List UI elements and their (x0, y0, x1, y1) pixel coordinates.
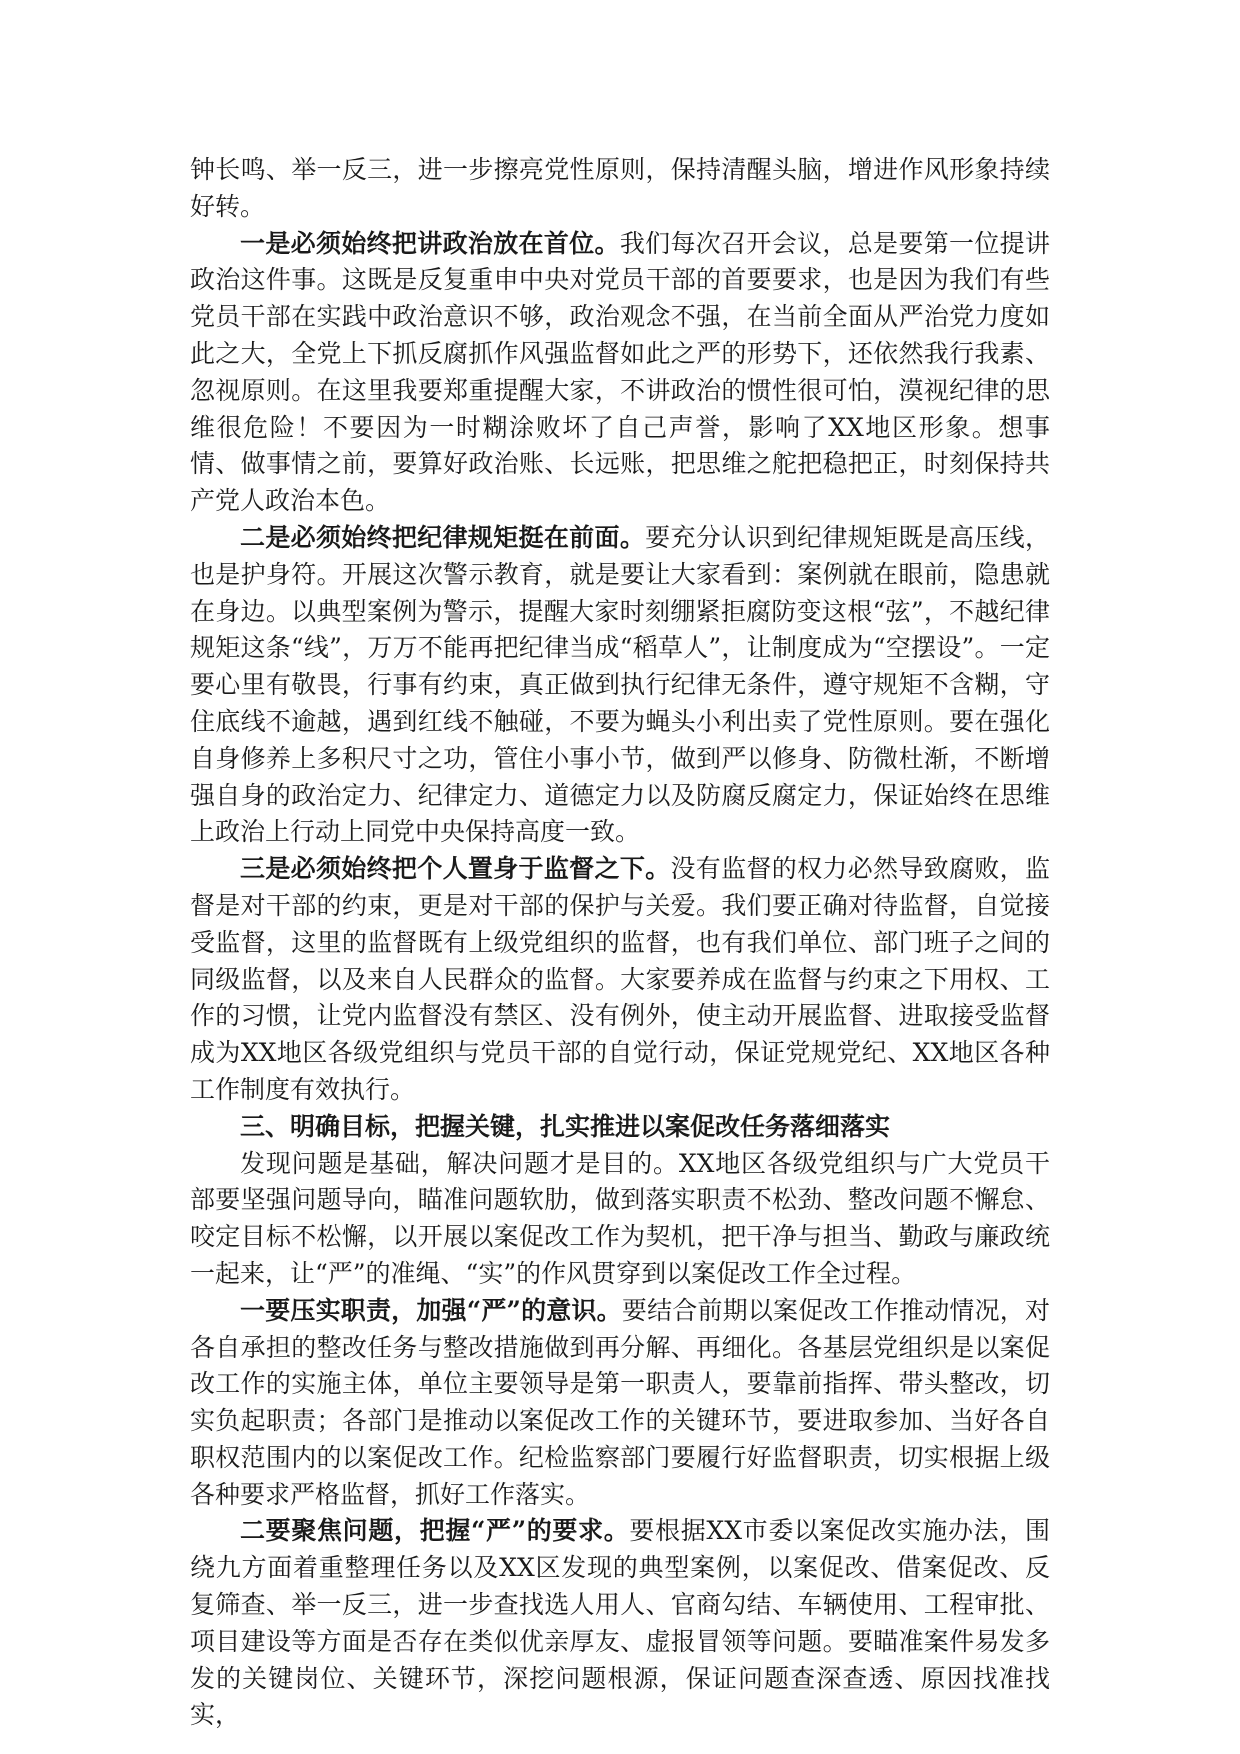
paragraph-text: 没有监督的权力必然导致腐败，监督是对干部的约束，更是对干部的保护与关爱。我们要正确对待监督，自觉接受监督，这里的监督既有上级党组织的监督，也有我们单位、部门班子之间的同级监督，以及来自人民群众的监督。大家要养成在监督与约束之下用权、工作的习惯，让党内监督没有禁区、没有例外，使主动开展监督、进取接受监督成为XX地区各级党组织与党员干部的自觉行动，保证党规党纪、XX地区各种工作制度有效执行。 (190, 854, 1050, 1104)
paragraph-continuation (190, 152, 1050, 226)
paragraph-lead: 三是必须始终把个人置身于监督之下。 (240, 854, 671, 884)
paragraph-text: 我们每次召开会议，总是要第一位提讲政治这件事。这既是反复重申中央对党员干部的首要要求，也是因为我们有些党员干部在实践中政治意识不够，政治观念不强，在当前全面从严治党力度如此之大，全党上下抓反腐抓作风强监督如此之严的形势下，还依然我行我素、忽视原则。在这里我要郑重提醒大家，不讲政治的惯性很可怕，漠视纪律的思维很危险！不要因为一时糊涂败坏了自己声誉，影响了XX地区形象。想事情、做事情之前，要算好政治账、长远账，把思维之舵把稳把正，时刻保持共产党人政治本色。 (190, 228, 1050, 516)
paragraph-requirement-2-problems (190, 1513, 1050, 1734)
paragraph-lead: 二要聚焦问题，把握“严”的要求。 (240, 1516, 630, 1546)
paragraph-point-2-discipline (190, 520, 1050, 851)
paragraph-text: 钟长鸣、举一反三，进一步擦亮党性原则，保持清醒头脑，增进作风形象持续好转。 (190, 155, 1050, 221)
paragraph-text: 要充分认识到纪律规矩既是高压线，也是护身符。开展这次警示教育，就是要让大家看到：案例就在眼前，隐患就在身边。以典型案例为警示，提醒大家时刻绷紧拒腐防变这根“弦”，不越纪律规矩这条“线”，万万不能再把纪律当成“稻草人”，让制度成为“空摆设”。一定要心里有敬畏，行事有约束，真正做到执行纪律无条件，遵守规矩不含糊，守住底线不逾越，遇到红线不触碰，不要为蝇头小利出卖了党性原则。要在强化自身修养上多积尺寸之功，管住小事小节，做到严以修身、防微杜渐，不断增强自身的政治定力、纪律定力、道德定力以及防腐反腐定力，保证始终在思维上政治上行动上同党中央保持高度一致。 (190, 522, 1050, 847)
paragraph-text: 发现问题是基础，解决问题才是目的。XX地区各级党组织与广大党员干部要坚强问题导向，瞄准问题软肋，做到落实职责不松劲、整改问题不懈怠、咬定目标不松懈，以开展以案促改工作为契机，把干净与担当、勤政与廉政统一起来，让“严”的准绳、“实”的作风贯穿到以案促改工作全过程。 (190, 1148, 1050, 1288)
paragraph-point-3-supervision (190, 851, 1050, 1109)
section-heading-text: 三、明确目标，把握关键，扎实推进以案促改任务落细落实 (240, 1111, 891, 1141)
paragraph-text: 要根据XX市委以案促改实施办法，围绕九方面着重整理任务以及XX区发现的典型案例，以案促改、借案促改、反复筛查、举一反三，进一步查找选人用人、官商勾结、车辆使用、工程审批、项目建设等方面是否存在类似优亲厚友、虚报冒领等问题。要瞄准案件易发多发的关键岗位、关键环节，深挖问题根源，保证问题查深查透、原因找准找实， (190, 1516, 1050, 1730)
section-heading-3 (190, 1109, 1050, 1146)
paragraph-requirement-1-responsibility (190, 1293, 1050, 1514)
paragraph-text: 要结合前期以案促改工作推动情况，对各自承担的整改任务与整改措施做到再分解、再细化。各基层党组织是以案促改工作的实施主体，单位主要领导是第一职责人，要靠前指挥、带头整改，切实负起职责；各部门是推动以案促改工作的关键环节，要进取参加、当好各自职权范围内的以案促改工作。纪检监察部门要履行好监督职责，切实根据上级各种要求严格监督，抓好工作落实。 (190, 1295, 1050, 1509)
document-page (190, 152, 1050, 1734)
paragraph-lead: 一是必须始终把讲政治放在首位。 (240, 228, 620, 258)
paragraph-point-1-politics (190, 226, 1050, 520)
paragraph-section-intro (190, 1146, 1050, 1293)
paragraph-lead: 二是必须始终把纪律规矩挺在前面。 (240, 522, 646, 552)
paragraph-lead: 一要压实职责，加强“严”的意识。 (240, 1295, 622, 1325)
